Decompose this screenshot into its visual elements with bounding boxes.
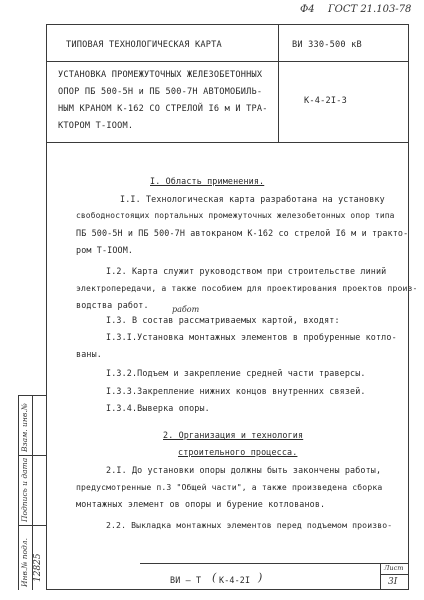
s1-p1-line-1: I.I. Технологическая карта разработана на установку [120, 194, 385, 204]
s1-p1-line-2: свободностоящих портальных промежуточных железобетонных опор типа [76, 211, 395, 220]
card-number: К-4-2I-3 [304, 96, 347, 106]
standard-reference: ГОСТ 21.103-78 [328, 4, 412, 15]
voltage-code: ВИ 330-500 кВ [292, 40, 362, 50]
s1-item-1-cont: ваны. [76, 349, 102, 359]
footer-top-line [140, 563, 409, 564]
s1-item-3: I.3.3.Закрепление нижних концов внутренних связей. [106, 386, 366, 396]
footer-sheet-number: 3I [388, 577, 398, 587]
s2-p1-line-3: монтажных элемент ов опоры и бурение котлованов. [76, 499, 326, 509]
stamp-col-line-1 [18, 395, 19, 590]
s1-p1-line-3: ПБ 500-5Н и ПБ 500-7Н автокраном К-162 со стрелой I6 м и тракто- [76, 228, 409, 238]
header-divider-vertical [278, 24, 279, 142]
s2-p1-line-2: предусмотренные п.3 "Общей части", а также произведена сборка [76, 482, 383, 492]
footer-sheet-label: Лист [384, 564, 404, 572]
frame-top-border [46, 24, 409, 25]
sheet-format-mark: Ф4 [300, 4, 315, 15]
stamp-row-line-1 [18, 455, 46, 456]
header-bottom-line [46, 142, 409, 143]
handwritten-insert-works: работ [172, 305, 200, 314]
footer-sheet-divider [380, 563, 381, 590]
stamp-inv-original-value: 12825 [33, 553, 43, 582]
stamp-row-line-2 [18, 525, 46, 526]
s1-p1-line-4: ром Т-IООМ. [76, 245, 134, 255]
section-2-heading-line-2: строительного процесса. [178, 447, 298, 457]
subject-line-4: КТОРОМ Т-IООМ. [58, 121, 134, 131]
s1-item-1: I.3.I.Установка монтажных элементов в пробуренные котло- [106, 332, 397, 342]
s1-item-2: I.3.2.Подъем и закрепление средней части траверсы. [106, 368, 366, 378]
s1-p3: I.3. В состав рассматриваемых картой, входят: [106, 315, 340, 325]
stamp-replace-inv-label: Взам. инв.№ [20, 403, 29, 452]
s2-p2: 2.2. Выкладка монтажных элементов перед подъемом произво- [106, 520, 393, 530]
subject-line-2: ОПОР ПБ 500-5Н и ПБ 500-7Н АВТОМОБИЛЬ- [58, 87, 263, 97]
s1-p2-line-2: электропередачи, а также пособием для проектирования проектов произ- [76, 283, 418, 293]
frame-right-border [408, 24, 409, 590]
header-divider-row [46, 61, 409, 62]
footer-code-value: К-4-2I [219, 575, 251, 585]
frame-left-border [46, 24, 47, 590]
s2-p1-line-1: 2.I. До установки опоры должны быть закончены работы, [106, 465, 382, 475]
section-2-heading-line-1: 2. Организация и технология [163, 430, 304, 440]
footer-code-bracket-open: ( [212, 571, 217, 584]
subject-line-3: НЫМ КРАНОМ К-162 СО СТРЕЛОЙ I6 м И ТРА- [58, 104, 268, 114]
stamp-inv-original-label: Инв.№ подл. [20, 538, 29, 587]
s1-p2-line-1: I.2. Карта служит руководством при строительстве линий [106, 266, 387, 276]
s1-p2-line-3: водства работ. [76, 300, 149, 310]
footer-sheet-row-line [380, 574, 409, 575]
stamp-top-line [18, 395, 46, 396]
footer-code-bracket-close: ) [258, 571, 263, 584]
stamp-signature-date-label: Подпись и дата [20, 457, 29, 522]
card-title: ТИПОВАЯ ТЕХНОЛОГИЧЕСКАЯ КАРТА [66, 40, 222, 50]
s1-item-4: I.3.4.Выверка опоры. [106, 403, 210, 413]
subject-line-1: УСТАНОВКА ПРОМЕЖУТОЧНЫХ ЖЕЛЕЗОБЕТОННЫХ [58, 70, 263, 80]
footer-code-prefix: ВИ – Т [170, 575, 202, 585]
frame-bottom-border [46, 589, 409, 590]
section-1-heading: I. Область применения. [150, 176, 265, 186]
